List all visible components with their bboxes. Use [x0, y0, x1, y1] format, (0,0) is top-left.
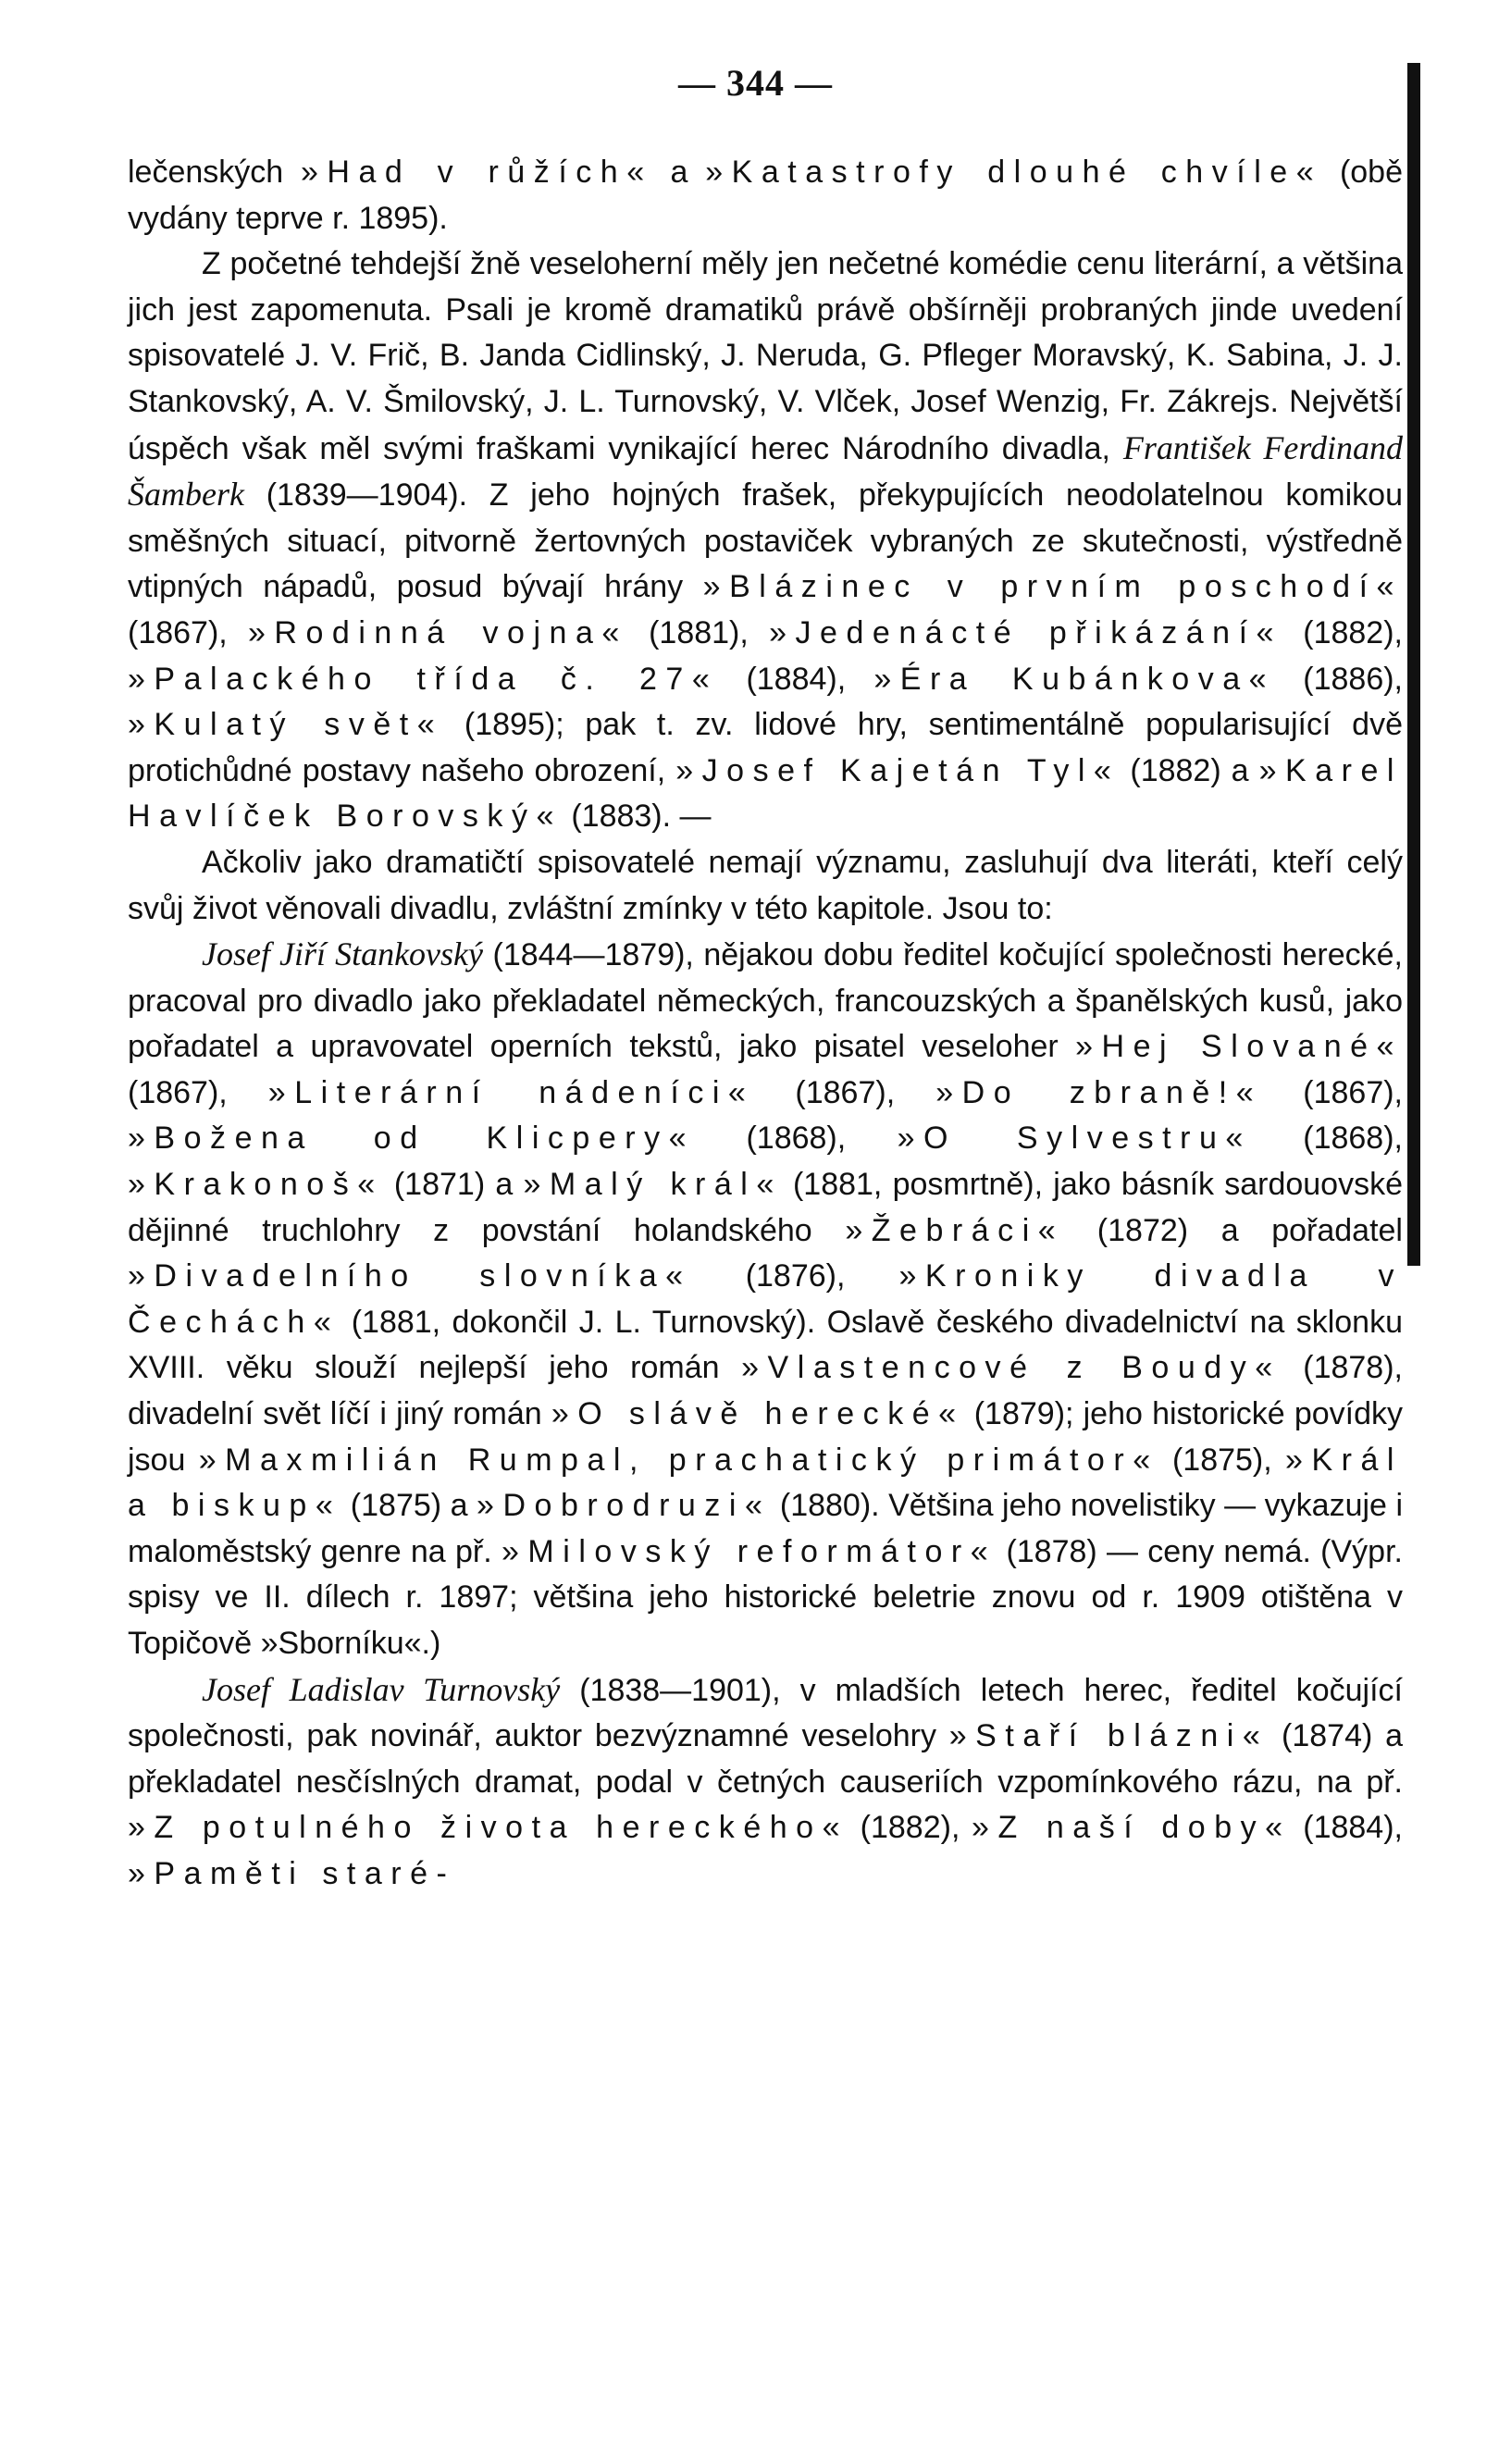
work-title: »Maxmilián Rumpal, prachatický primátor« — [198, 1442, 1159, 1478]
scan-edge-shadow — [1407, 63, 1420, 1266]
work-title: »Éra Kubánkova« — [873, 661, 1276, 697]
work-title: »Palackého třída č. 27« — [128, 661, 719, 697]
work-title: »O Sylvestru« — [897, 1121, 1252, 1157]
paragraph — [128, 241, 1403, 840]
work-title: »Král a biskup« — [128, 1442, 1404, 1524]
work-title: »Katastrofy dlouhé chvíle« — [705, 155, 1323, 190]
text-run: (1868), — [695, 1121, 898, 1157]
work-title: »Josef Kajetán Tyl« — [675, 752, 1121, 788]
text-run: (1881, posmrtně), jako básník sardouovské dějinné truchlohry z povstání holandského — [128, 1167, 1403, 1248]
text-run: (1878), divadelní svět líčí i jiný román — [128, 1350, 1403, 1432]
author-name: Josef Ladislav Turnovský — [202, 1670, 561, 1708]
work-title: »Divadelního slovníka« — [128, 1258, 692, 1294]
text-run: (1844—1879), nějakou dobu ředitel kočující společnosti herecké, pracoval pro divadlo jako překladatel německých, francouzských a španělských kusů, jako pořadatel a upravovatel operních tekstů, jako pisatel veseloher — [128, 937, 1403, 1065]
work-title: »Literární nádeníci« — [267, 1074, 755, 1110]
text-run: (1895); pak t. zv. lidové hry, sentimentálně popularisující dvě protichůdné postavy našeho obrození, — [128, 707, 1403, 788]
page-number: — 344 — — [678, 62, 833, 104]
work-title: »Paměti staré- — [128, 1855, 456, 1891]
text-run: (1876), — [691, 1258, 899, 1294]
text-run: (1886), — [1275, 661, 1403, 697]
work-title: »Karel Havlíček Borovský« — [128, 752, 1403, 835]
work-title: »Had v růžích« — [301, 155, 653, 190]
text-run: lečenských — [128, 155, 301, 190]
work-title: »Kulatý svět« — [128, 707, 444, 743]
text-run: (1875), — [1158, 1442, 1286, 1478]
work-title: »Rodinná vojna« — [248, 614, 628, 650]
author-name: František Ferdinand Šamberk — [128, 428, 1403, 514]
work-title: »Vlastencové z Boudy« — [741, 1350, 1282, 1386]
text-run: (1867), — [128, 1074, 268, 1110]
text-run: (1872) a pořadatel — [1064, 1212, 1403, 1248]
work-title: »Krakonoš« — [128, 1167, 384, 1203]
text-run: (1871) a — [383, 1167, 524, 1203]
work-title: »Žebráci« — [845, 1212, 1065, 1248]
work-title: »Jedenácté přikázání« — [769, 614, 1282, 650]
work-title: »Z naší doby« — [972, 1810, 1292, 1846]
text-run: (1878) — ceny nemá. (Výpr. spisy ve II. dílech r. 1897; většina jeho historické beletrie znovu od r. 1909 otištěna v Topičově »Sborníku«.) — [128, 1533, 1403, 1661]
text-run: (1867), — [754, 1074, 936, 1110]
text-run: (1880). Většina jeho novelistiky — vykazuje i maloměstský genre na př. — [128, 1488, 1404, 1569]
work-title: »Malý král« — [523, 1167, 783, 1203]
text-run: (1867), — [1262, 1074, 1404, 1110]
work-title: »O slávě herecké« — [551, 1396, 965, 1432]
text-run: (1882), — [848, 1810, 972, 1846]
author-name: Josef Jiří Stankovský — [202, 935, 483, 973]
work-title: »Staří blázni« — [948, 1718, 1269, 1754]
text-run: (1881), — [627, 614, 770, 650]
text-run: (1839—1904). Z jeho hojných frašek, překypujících neodolatelnou komikou směšných situací, pitvorně žertovných postaviček vybraných ze skutečnosti, výstředně vtipných nápadů, posud bývají hrány — [128, 477, 1403, 605]
text-run: (1874) a překladatel nesčíslných dramat, podal v četných causeriích vzpomínkového rázu, na př. — [128, 1718, 1403, 1800]
text-run: (1875) a — [341, 1488, 477, 1524]
text-run: (1867), — [128, 614, 248, 650]
work-title: »Blázinec v prvním poschodí« — [702, 569, 1403, 605]
paragraph — [128, 150, 1403, 241]
text-run: (1882), — [1282, 614, 1403, 650]
text-run: (1884), — [718, 661, 874, 697]
work-title: »Milovský reformátor« — [501, 1533, 997, 1569]
text-run: (1882) a — [1120, 752, 1259, 788]
text-run: (1883). — — [562, 799, 712, 835]
text-run: (1879); jeho historické povídky jsou — [128, 1396, 1404, 1478]
text-run: (1868), — [1251, 1121, 1403, 1157]
text-run: Z početné tehdejší žně veseloherní měly jen nečetné komédie cenu literární, a většina jich jest zapomenuta. Psali je kromě dramatiků právě obšírněji probraných jinde uvedení spisovatelé J. V. Frič, B. Janda Cidlinský, J. Neruda, G. Pfleger Moravský, K. Sabina, J. J. Stankovský, A. V. Šmilovský, J. L. Turnovský, V. Vlček, Josef Wenzig, Fr. Zákrejs. Největší úspěch však měl svými fraškami vynikající herec Národního divadla, — [128, 246, 1403, 466]
paragraph — [128, 932, 1403, 1667]
paragraph — [128, 1667, 1403, 1898]
work-title: »Dobrodruzi« — [477, 1488, 772, 1524]
work-title: »Hej Slované« — [1075, 1029, 1403, 1065]
text-run: (obě vydány teprve r. 1895). — [128, 155, 1403, 236]
work-title: »Z potulného života hereckého« — [128, 1810, 849, 1846]
work-title: »Kroniky divadla v Čechách« — [128, 1258, 1403, 1340]
text-run: a — [652, 155, 706, 190]
work-title: »Do zbraně!« — [935, 1074, 1263, 1110]
text-run: (1884), — [1291, 1810, 1403, 1846]
paragraph — [128, 840, 1403, 932]
text-run: (1838—1901), v mladších letech herec, ředitel kočující společnosti, pak novinář, auktor bezvýznamné veselohry — [128, 1672, 1403, 1754]
body-text — [128, 150, 1403, 1898]
work-title: »Božena od Klicpery« — [128, 1121, 696, 1157]
text-run: Ačkoliv jako dramatičtí spisovatelé nemají významu, zasluhují dva literáti, kteří celý svůj život věnovali divadlu, zvláštní zmínky v této kapitole. Jsou to: — [128, 844, 1403, 926]
text-run: (1881, dokončil J. L. Turnovský). Oslavě českého divadelnictví na sklonku XVIII. věku slouží nejlepší jeho román — [128, 1304, 1403, 1386]
